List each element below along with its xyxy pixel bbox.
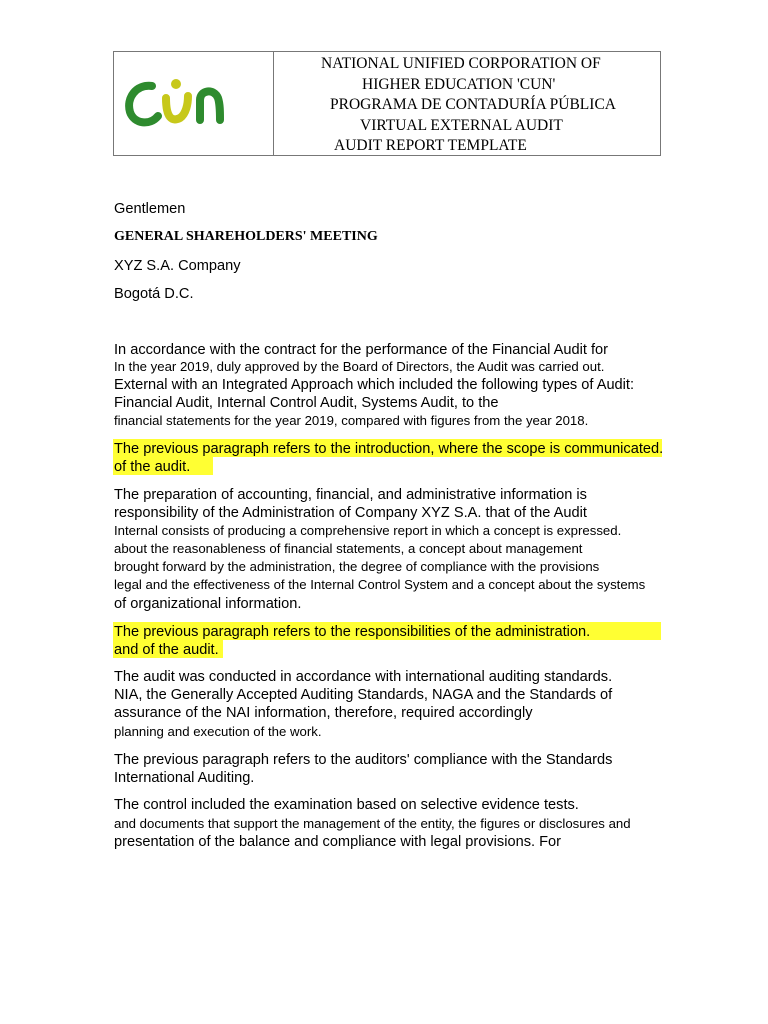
highlighted-note: The previous paragraph refers to the introduction, where the scope is communicated. (114, 441, 664, 457)
header-line: AUDIT REPORT TEMPLATE (334, 137, 527, 154)
paragraph-line: In accordance with the contract for the performance of the Financial Audit for (114, 342, 609, 358)
paragraph-line: planning and execution of the work. (114, 724, 322, 739)
paragraph-line: The control included the examination based on selective evidence tests. (114, 797, 579, 813)
header-table (113, 51, 661, 156)
paragraph-line: Financial Audit, Internal Control Audit, Systems Audit, to the (114, 395, 499, 411)
paragraph-line: External with an Integrated Approach which included the following types of Audit: (114, 377, 635, 393)
paragraph-line: responsibility of the Administration of Company XYZ S.A. that of the Audit (114, 505, 587, 521)
paragraph-line: In the year 2019, duly approved by the Board of Directors, the Audit was carried out. (114, 359, 605, 374)
highlighted-note: of the audit. (114, 459, 191, 475)
cun-logo (122, 72, 242, 132)
paragraph-line: brought forward by the administration, the degree of compliance with the provisions (114, 559, 600, 574)
paragraph-line: financial statements for the year 2019, compared with figures from the year 2018. (114, 413, 589, 428)
recipient-company: XYZ S.A. Company (114, 258, 241, 274)
paragraph-line: The preparation of accounting, financial, and administrative information is (114, 487, 587, 503)
paragraph-line: about the reasonableness of financial statements, a concept about management (114, 541, 583, 556)
paragraph-line: of organizational information. (114, 596, 302, 612)
recipient-meeting: GENERAL SHAREHOLDERS' MEETING (114, 229, 378, 244)
paragraph-line: The previous paragraph refers to the auditors' compliance with the Standards (114, 752, 613, 768)
header-line: NATIONAL UNIFIED CORPORATION OF (321, 55, 601, 72)
paragraph-line: The audit was conducted in accordance with international auditing standards. (114, 669, 613, 685)
paragraph-line: Internal consists of producing a comprehensive report in which a concept is expressed. (114, 523, 622, 538)
paragraph-line: assurance of the NAI information, therefore, required accordingly (114, 705, 533, 721)
paragraph-line: NIA, the Generally Accepted Auditing Standards, NAGA and the Standards of (114, 687, 613, 703)
highlighted-note: The previous paragraph refers to the responsibilities of the administration. (114, 624, 591, 640)
header-title (274, 54, 660, 157)
logo-cell (114, 52, 274, 155)
header-line: VIRTUAL EXTERNAL AUDIT (360, 116, 563, 134)
header-line: HIGHER EDUCATION 'CUN' (362, 75, 556, 93)
paragraph-line: and documents that support the management of the entity, the figures or disclosures and (114, 816, 631, 831)
highlighted-note: and of the audit. (114, 642, 219, 658)
header-line: PROGRAMA DE CONTADURÍA PÚBLICA (330, 96, 616, 113)
paragraph-line: legal and the effectiveness of the Internal Control System and a concept about the systems (114, 577, 646, 592)
paragraph-line: presentation of the balance and compliance with legal provisions. For (114, 834, 561, 850)
salutation: Gentlemen (114, 201, 186, 217)
paragraph-line: International Auditing. (114, 770, 255, 786)
recipient-city: Bogotá D.C. (114, 286, 194, 302)
